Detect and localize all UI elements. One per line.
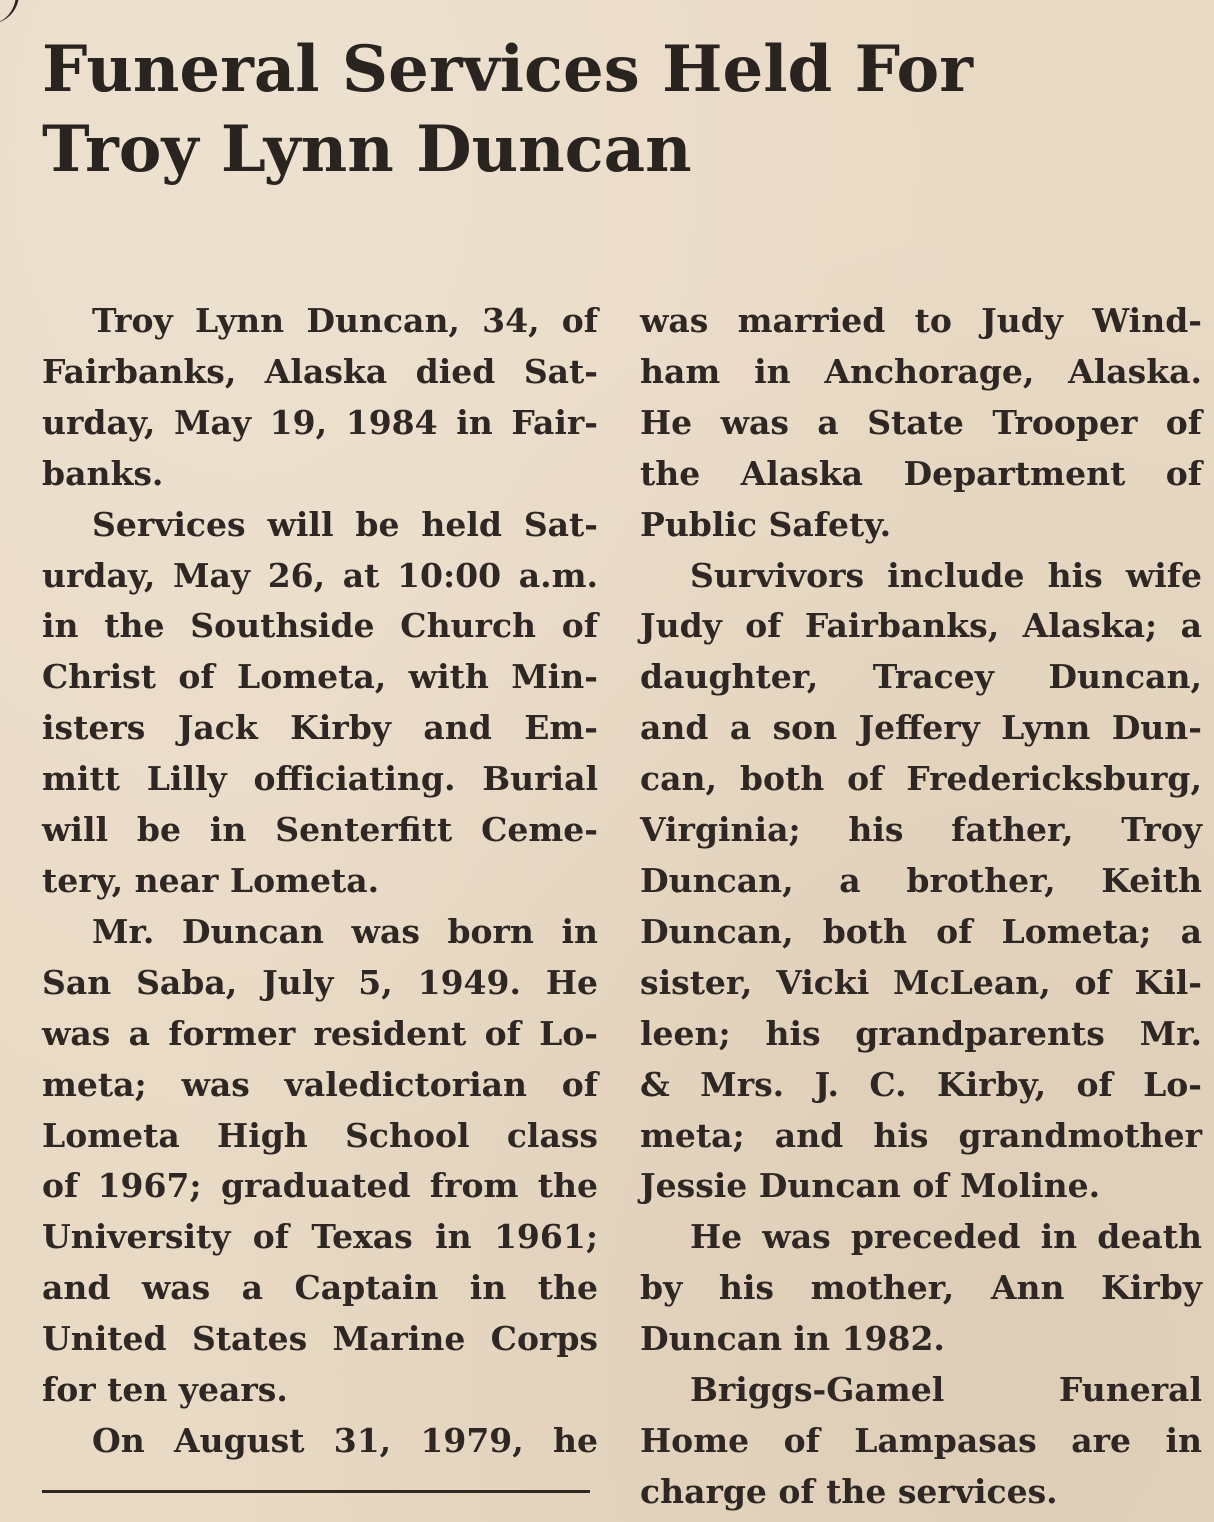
- text-line: meta; was valedictorian of: [42, 1064, 598, 1104]
- text-line: ham in Anchorage, Alaska.: [640, 351, 1202, 391]
- text-line: Troy Lynn Duncan, 34, of: [92, 301, 598, 340]
- text-line: meta; and his grandmother: [640, 1115, 1202, 1155]
- text-line: United States Marine Corps: [42, 1319, 598, 1359]
- text-line: sister, Vicki McLean, of Kil-: [640, 962, 1202, 1002]
- text-line: He was preceded in death: [690, 1217, 1202, 1257]
- text-line: Duncan, a brother, Keith: [640, 860, 1202, 900]
- text-line: Survivors include his wife: [690, 555, 1202, 595]
- headline: [42, 30, 1202, 190]
- text-line: and was a Captain in the: [42, 1268, 598, 1308]
- article-column-left: [42, 296, 598, 1467]
- text-line: will be in Senterfitt Ceme-: [42, 810, 598, 850]
- text-line: can, both of Fredericksburg,: [640, 759, 1202, 799]
- text-line: the Alaska Department of: [640, 453, 1202, 493]
- article-column-right: [640, 296, 1202, 1518]
- text-line: by his mother, Ann Kirby: [640, 1268, 1202, 1308]
- text-line: urday, May 19, 1984 in Fair-: [42, 402, 598, 442]
- text-line: leen; his grandparents Mr.: [640, 1013, 1202, 1053]
- end-rule: [42, 1490, 590, 1493]
- headline-line-1: Funeral Services Held For: [42, 32, 973, 107]
- text-line: banks.: [42, 453, 164, 493]
- text-line: mitt Lilly officiating. Burial: [42, 759, 598, 799]
- text-line: Duncan in 1982.: [640, 1319, 945, 1359]
- corner-scrap-mark: [0, 0, 19, 24]
- text-line: University of Texas in 1961;: [42, 1217, 598, 1257]
- text-line: Mr. Duncan was born in: [92, 911, 598, 951]
- text-line: & Mrs. J. C. Kirby, of Lo-: [640, 1064, 1202, 1104]
- text-line: tery, near Lometa.: [42, 860, 380, 900]
- text-line: of 1967; graduated from the: [42, 1166, 598, 1206]
- text-line: Fairbanks, Alaska died Sat-: [42, 351, 598, 391]
- text-line: Public Safety.: [640, 504, 892, 544]
- text-line: for ten years.: [42, 1370, 288, 1410]
- text-line: Lometa High School class: [42, 1115, 598, 1155]
- text-line: Judy of Fairbanks, Alaska; a: [640, 606, 1202, 646]
- text-line: Christ of Lometa, with Min-: [42, 657, 598, 697]
- text-line: was married to Judy Wind-: [640, 301, 1202, 340]
- text-line: and a son Jeffery Lynn Dun-: [640, 708, 1202, 748]
- text-line: charge of the services.: [640, 1471, 1058, 1511]
- text-line: in the Southside Church of: [42, 606, 598, 646]
- text-line: Duncan, both of Lometa; a: [640, 911, 1202, 951]
- text-line: isters Jack Kirby and Em-: [42, 708, 598, 748]
- text-line: Home of Lampasas are in: [640, 1420, 1202, 1460]
- text-line: Briggs-Gamel Funeral: [690, 1370, 1202, 1410]
- text-line: urday, May 26, at 10:00 a.m.: [42, 555, 598, 595]
- text-line: San Saba, July 5, 1949. He: [42, 962, 598, 1002]
- headline-line-2: Troy Lynn Duncan: [42, 112, 692, 187]
- text-line: was a former resident of Lo-: [42, 1013, 598, 1053]
- text-line: Jessie Duncan of Moline.: [640, 1166, 1101, 1206]
- text-line: On August 31, 1979, he: [92, 1420, 598, 1460]
- text-line: Services will be held Sat-: [92, 504, 598, 544]
- text-line: daughter, Tracey Duncan,: [640, 657, 1202, 697]
- text-line: He was a State Trooper of: [640, 402, 1202, 442]
- text-line: Virginia; his father, Troy: [640, 810, 1202, 850]
